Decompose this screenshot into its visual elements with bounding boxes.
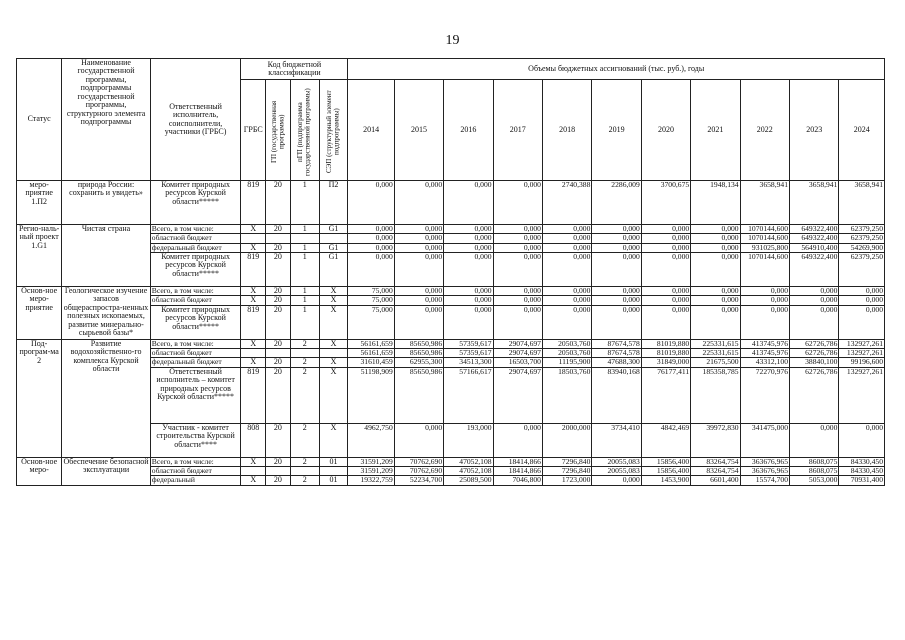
code-grbs-cell: X — [241, 286, 266, 295]
col-executor-header: Ответственный исполнитель, соисполнители, участники (ГРБС) — [150, 59, 241, 181]
executor-cell: областной бюджет — [150, 349, 241, 358]
value-cell: 0,000 — [348, 225, 394, 234]
code-gp-cell: 20 — [266, 423, 291, 457]
value-cell: 3700,675 — [641, 181, 690, 225]
value-cell: 7296,840 — [542, 467, 591, 476]
value-cell: 0,000 — [444, 252, 493, 286]
value-cell: 57166,617 — [444, 367, 493, 423]
value-cell: 62379,250 — [839, 234, 885, 243]
budget-table — [16, 58, 885, 486]
value-cell: 0,000 — [394, 252, 443, 286]
value-cell: 0,000 — [542, 252, 591, 286]
year-header: 2014 — [348, 80, 394, 181]
table-row — [17, 339, 885, 348]
code-grbs-cell — [241, 234, 266, 243]
value-cell: 29074,697 — [493, 349, 542, 358]
value-cell: 0,000 — [740, 305, 789, 339]
year-header: 2023 — [790, 80, 839, 181]
value-cell: 75,000 — [348, 296, 394, 305]
value-cell: 20055,083 — [592, 467, 641, 476]
value-cell: 0,000 — [394, 305, 443, 339]
value-cell: 0,000 — [839, 296, 885, 305]
value-cell: 47688,300 — [592, 358, 641, 367]
year-header: 2016 — [444, 80, 493, 181]
code-pgp-cell: 2 — [290, 339, 319, 348]
value-cell: 0,000 — [493, 234, 542, 243]
value-cell: 39972,830 — [691, 423, 740, 457]
value-cell: 4962,750 — [348, 423, 394, 457]
value-cell: 29074,697 — [493, 339, 542, 348]
value-cell: 0,000 — [493, 181, 542, 225]
value-cell: 225331,615 — [691, 339, 740, 348]
value-cell: 0,000 — [542, 243, 591, 252]
code-gp-cell: 20 — [266, 252, 291, 286]
value-cell: 85650,986 — [394, 349, 443, 358]
value-cell: 34513,300 — [444, 358, 493, 367]
code-pgp-cell: 1 — [290, 225, 319, 234]
value-cell: 0,000 — [592, 243, 641, 252]
value-cell: 62726,786 — [790, 349, 839, 358]
value-cell: 85650,986 — [394, 367, 443, 423]
code-pgp-cell — [290, 467, 319, 476]
value-cell: 0,000 — [394, 181, 443, 225]
value-cell: 0,000 — [444, 243, 493, 252]
code-pgp-cell: 2 — [290, 423, 319, 457]
value-cell: 87674,578 — [592, 349, 641, 358]
value-cell: 1948,134 — [691, 181, 740, 225]
value-cell: 85650,986 — [394, 339, 443, 348]
value-cell: 0,000 — [641, 225, 690, 234]
value-cell: 56161,659 — [348, 339, 394, 348]
value-cell: 0,000 — [493, 225, 542, 234]
value-cell: 0,000 — [641, 296, 690, 305]
col-name-header: Наименование государственной программы, подпрограммы государственной программы, структурного элемента подпрограммы — [62, 59, 151, 181]
name-cell: Развитие водохозяйственно-го комплекса Курской области — [62, 339, 151, 457]
year-header: 2018 — [542, 80, 591, 181]
value-cell: 29074,697 — [493, 367, 542, 423]
value-cell: 0,000 — [641, 243, 690, 252]
value-cell: 0,000 — [348, 234, 394, 243]
col-pgp-header: пГП (подпрограмма государственной программы) — [290, 80, 319, 181]
value-cell: 0,000 — [592, 225, 641, 234]
code-se-cell — [319, 467, 348, 476]
value-cell: 0,000 — [493, 296, 542, 305]
value-cell: 0,000 — [348, 252, 394, 286]
code-gp-cell: 20 — [266, 286, 291, 295]
code-se-cell: X — [319, 423, 348, 457]
value-cell: 0,000 — [348, 181, 394, 225]
code-pgp-cell: 2 — [290, 367, 319, 423]
code-se-cell: X — [319, 305, 348, 339]
value-cell: 0,000 — [444, 305, 493, 339]
executor-cell: Всего, в том числе: — [150, 225, 241, 234]
code-grbs-cell: X — [241, 225, 266, 234]
code-pgp-cell: 2 — [290, 358, 319, 367]
code-grbs-cell: 819 — [241, 305, 266, 339]
value-cell: 99196,600 — [839, 358, 885, 367]
value-cell: 43312,100 — [740, 358, 789, 367]
value-cell: 8608,075 — [790, 467, 839, 476]
value-cell: 84330,450 — [839, 457, 885, 466]
executor-cell: Комитет природных ресурсов Курской области***** — [150, 252, 241, 286]
value-cell: 31591,209 — [348, 467, 394, 476]
code-grbs-cell — [241, 467, 266, 476]
value-cell: 2286,009 — [592, 181, 641, 225]
value-cell: 0,000 — [592, 305, 641, 339]
code-gp-cell: 20 — [266, 358, 291, 367]
code-grbs-cell: X — [241, 339, 266, 348]
value-cell: 47052,108 — [444, 467, 493, 476]
value-cell: 0,000 — [691, 252, 740, 286]
value-cell: 3658,941 — [740, 181, 789, 225]
code-se-cell: X — [319, 339, 348, 348]
code-gp-cell — [266, 467, 291, 476]
value-cell: 0,000 — [444, 234, 493, 243]
code-pgp-cell: 2 — [290, 457, 319, 466]
value-cell: 0,000 — [493, 243, 542, 252]
code-grbs-cell: 819 — [241, 181, 266, 225]
col-gp-header: ГП (государственная программа) — [266, 80, 291, 181]
value-cell: 413745,976 — [740, 339, 789, 348]
code-se-cell: X — [319, 358, 348, 367]
value-cell: 0,000 — [641, 234, 690, 243]
value-cell: 15574,700 — [740, 476, 789, 485]
code-se-cell: X — [319, 367, 348, 423]
value-cell: 0,000 — [493, 286, 542, 295]
executor-cell: Всего, в том числе: — [150, 457, 241, 466]
value-cell: 15856,400 — [641, 467, 690, 476]
bk-group-header: Код бюджетной классификации — [241, 59, 348, 80]
code-gp-cell: 20 — [266, 476, 291, 485]
value-cell: 20503,760 — [542, 339, 591, 348]
name-cell: Чистая страна — [62, 225, 151, 287]
value-cell: 62726,786 — [790, 367, 839, 423]
code-se-cell: 01 — [319, 476, 348, 485]
table-row — [17, 286, 885, 295]
name-cell: Геологическое изучение запасов общераспростра-ненных полезных ископаемых, развитие минерально-сырьевой базы* — [62, 286, 151, 339]
code-pgp-cell: 1 — [290, 243, 319, 252]
value-cell: 931025,800 — [740, 243, 789, 252]
code-se-cell — [319, 349, 348, 358]
value-cell: 132927,261 — [839, 339, 885, 348]
value-cell: 20503,760 — [542, 349, 591, 358]
col-status-header: Статус — [17, 59, 62, 181]
executor-cell: Всего, в том числе: — [150, 286, 241, 295]
name-cell: природа России: сохранить и увидеть» — [62, 181, 151, 225]
code-gp-cell: 20 — [266, 296, 291, 305]
value-cell: 0,000 — [444, 225, 493, 234]
header-row-top — [17, 59, 885, 80]
code-grbs-cell: X — [241, 296, 266, 305]
value-cell: 57359,617 — [444, 349, 493, 358]
code-gp-cell: 20 — [266, 457, 291, 466]
year-header: 2021 — [691, 80, 740, 181]
value-cell: 25089,500 — [444, 476, 493, 485]
col-grbs-header: ГРБС — [241, 80, 266, 181]
code-grbs-cell — [241, 349, 266, 358]
value-cell: 81019,880 — [641, 339, 690, 348]
code-se-cell — [319, 234, 348, 243]
value-cell: 0,000 — [542, 286, 591, 295]
value-cell: 51198,909 — [348, 367, 394, 423]
value-cell: 18414,866 — [493, 467, 542, 476]
code-se-cell: G1 — [319, 252, 348, 286]
value-cell: 83264,754 — [691, 457, 740, 466]
value-cell: 0,000 — [444, 286, 493, 295]
table-row — [17, 457, 885, 466]
value-cell: 649322,400 — [790, 252, 839, 286]
executor-cell: Всего, в том числе: — [150, 339, 241, 348]
value-cell: 87674,578 — [592, 339, 641, 348]
value-cell: 75,000 — [348, 286, 394, 295]
table-body — [17, 181, 885, 486]
value-cell: 7296,840 — [542, 457, 591, 466]
value-cell: 3734,410 — [592, 423, 641, 457]
code-gp-cell — [266, 234, 291, 243]
code-se-cell: 01 — [319, 457, 348, 466]
value-cell: 62955,300 — [394, 358, 443, 367]
value-cell: 1723,000 — [542, 476, 591, 485]
code-pgp-cell — [290, 234, 319, 243]
value-cell: 70762,690 — [394, 467, 443, 476]
value-cell: 0,000 — [493, 252, 542, 286]
value-cell: 0,000 — [691, 305, 740, 339]
code-gp-cell: 20 — [266, 181, 291, 225]
value-cell: 0,000 — [592, 234, 641, 243]
value-cell: 83940,168 — [592, 367, 641, 423]
code-grbs-cell: X — [241, 358, 266, 367]
executor-cell: Участник - комитет строительства Курской области**** — [150, 423, 241, 457]
code-gp-cell: 20 — [266, 305, 291, 339]
value-cell: 0,000 — [394, 296, 443, 305]
value-cell: 0,000 — [839, 286, 885, 295]
value-cell: 7046,800 — [493, 476, 542, 485]
code-se-cell: X — [319, 296, 348, 305]
value-cell: 363676,965 — [740, 467, 789, 476]
value-cell: 54269,900 — [839, 243, 885, 252]
value-cell: 341475,000 — [740, 423, 789, 457]
value-cell: 20055,083 — [592, 457, 641, 466]
value-cell: 4842,469 — [641, 423, 690, 457]
value-cell: 0,000 — [592, 252, 641, 286]
value-cell: 38840,100 — [790, 358, 839, 367]
value-cell: 2740,388 — [542, 181, 591, 225]
value-cell: 0,000 — [691, 243, 740, 252]
value-cell: 3658,941 — [790, 181, 839, 225]
page-number: 19 — [445, 33, 460, 48]
executor-cell: федеральный — [150, 476, 241, 485]
code-gp-cell — [266, 349, 291, 358]
code-pgp-cell: 1 — [290, 296, 319, 305]
value-cell: 225331,615 — [691, 349, 740, 358]
code-se-cell: G1 — [319, 225, 348, 234]
year-header: 2022 — [740, 80, 789, 181]
status-cell: Регио-наль-ный проект 1.G1 — [17, 225, 62, 287]
code-grbs-cell: X — [241, 243, 266, 252]
value-cell: 0,000 — [592, 296, 641, 305]
value-cell: 0,000 — [740, 296, 789, 305]
value-cell: 0,000 — [691, 286, 740, 295]
value-cell: 31591,209 — [348, 457, 394, 466]
value-cell: 0,000 — [790, 286, 839, 295]
value-cell: 57359,617 — [444, 339, 493, 348]
value-cell: 0,000 — [542, 225, 591, 234]
value-cell: 0,000 — [592, 476, 641, 485]
value-cell: 2000,000 — [542, 423, 591, 457]
table-header — [17, 59, 885, 181]
value-cell: 0,000 — [691, 296, 740, 305]
status-cell: меро-приятие 1.П2 — [17, 181, 62, 225]
value-cell: 0,000 — [542, 234, 591, 243]
value-cell: 56161,659 — [348, 349, 394, 358]
value-cell: 16503,700 — [493, 358, 542, 367]
value-cell: 84330,450 — [839, 467, 885, 476]
value-cell: 0,000 — [542, 296, 591, 305]
value-cell: 72270,976 — [740, 367, 789, 423]
code-grbs-cell: X — [241, 476, 266, 485]
year-header: 2024 — [839, 80, 885, 181]
code-gp-cell: 20 — [266, 225, 291, 234]
table-row — [17, 225, 885, 234]
table-row — [17, 181, 885, 225]
value-cell: 8608,075 — [790, 457, 839, 466]
value-cell: 0,000 — [790, 296, 839, 305]
volumes-group-header: Объемы бюджетных ассигнований (тыс. руб.), годы — [348, 59, 885, 80]
code-se-cell: П2 — [319, 181, 348, 225]
executor-cell: Комитет природных ресурсов Курской области***** — [150, 305, 241, 339]
value-cell: 0,000 — [740, 286, 789, 295]
executor-cell: областной бюджет — [150, 296, 241, 305]
value-cell: 1070144,600 — [740, 252, 789, 286]
col-se-header: СЭП (структурный элемент подпрограммы) — [319, 80, 348, 181]
value-cell: 5053,000 — [790, 476, 839, 485]
value-cell: 70762,690 — [394, 457, 443, 466]
status-cell: Основ-ное меро-приятие — [17, 286, 62, 339]
value-cell: 1453,900 — [641, 476, 690, 485]
value-cell: 564910,400 — [790, 243, 839, 252]
value-cell: 0,000 — [394, 234, 443, 243]
value-cell: 31849,000 — [641, 358, 690, 367]
value-cell: 0,000 — [394, 286, 443, 295]
value-cell: 52234,700 — [394, 476, 443, 485]
value-cell: 81019,880 — [641, 349, 690, 358]
executor-cell: Ответственный исполнитель – комитет природных ресурсов Курской области***** — [150, 367, 241, 423]
value-cell: 413745,976 — [740, 349, 789, 358]
code-grbs-cell: X — [241, 457, 266, 466]
value-cell: 0,000 — [839, 305, 885, 339]
value-cell: 0,000 — [394, 243, 443, 252]
code-pgp-cell: 1 — [290, 252, 319, 286]
status-cell: Под-програм-ма 2 — [17, 339, 62, 457]
value-cell: 0,000 — [444, 296, 493, 305]
value-cell: 0,000 — [839, 423, 885, 457]
value-cell: 0,000 — [542, 305, 591, 339]
code-gp-cell: 20 — [266, 339, 291, 348]
value-cell: 21675,500 — [691, 358, 740, 367]
code-se-cell: X — [319, 286, 348, 295]
value-cell: 18503,760 — [542, 367, 591, 423]
value-cell: 0,000 — [691, 225, 740, 234]
value-cell: 0,000 — [641, 305, 690, 339]
value-cell: 18414,866 — [493, 457, 542, 466]
code-grbs-cell: 819 — [241, 252, 266, 286]
value-cell: 19322,759 — [348, 476, 394, 485]
value-cell: 0,000 — [641, 286, 690, 295]
executor-cell: Комитет природных ресурсов Курской области***** — [150, 181, 241, 225]
value-cell: 70931,400 — [839, 476, 885, 485]
value-cell: 132927,261 — [839, 367, 885, 423]
value-cell: 132927,261 — [839, 349, 885, 358]
value-cell: 0,000 — [394, 423, 443, 457]
value-cell: 83264,754 — [691, 467, 740, 476]
value-cell: 62726,786 — [790, 339, 839, 348]
value-cell: 1070144,600 — [740, 225, 789, 234]
status-cell: Основ-ное меро- — [17, 457, 62, 485]
code-pgp-cell: 2 — [290, 476, 319, 485]
value-cell: 76177,411 — [641, 367, 690, 423]
value-cell: 0,000 — [348, 243, 394, 252]
year-header: 2020 — [641, 80, 690, 181]
value-cell: 649322,400 — [790, 225, 839, 234]
value-cell: 0,000 — [493, 305, 542, 339]
code-gp-cell: 20 — [266, 367, 291, 423]
code-gp-cell: 20 — [266, 243, 291, 252]
value-cell: 0,000 — [790, 305, 839, 339]
value-cell: 47052,108 — [444, 457, 493, 466]
value-cell: 193,000 — [444, 423, 493, 457]
value-cell: 185358,785 — [691, 367, 740, 423]
value-cell: 649322,400 — [790, 234, 839, 243]
code-pgp-cell: 1 — [290, 181, 319, 225]
value-cell: 75,000 — [348, 305, 394, 339]
code-pgp-cell — [290, 349, 319, 358]
value-cell: 0,000 — [592, 286, 641, 295]
name-cell: Обеспечение безопасной эксплуатации — [62, 457, 151, 485]
value-cell: 0,000 — [493, 423, 542, 457]
value-cell: 3658,941 — [839, 181, 885, 225]
value-cell: 6601,400 — [691, 476, 740, 485]
code-grbs-cell: 808 — [241, 423, 266, 457]
value-cell: 11195,900 — [542, 358, 591, 367]
value-cell: 0,000 — [394, 225, 443, 234]
code-se-cell: G1 — [319, 243, 348, 252]
year-header: 2015 — [394, 80, 443, 181]
code-grbs-cell: 819 — [241, 367, 266, 423]
executor-cell: областной бюджет — [150, 467, 241, 476]
year-header: 2019 — [592, 80, 641, 181]
value-cell: 0,000 — [641, 252, 690, 286]
executor-cell: федеральный бюджет — [150, 358, 241, 367]
value-cell: 62379,250 — [839, 252, 885, 286]
executor-cell: федеральный бюджет — [150, 243, 241, 252]
value-cell: 1070144,600 — [740, 234, 789, 243]
code-pgp-cell: 1 — [290, 286, 319, 295]
executor-cell: областной бюджет — [150, 234, 241, 243]
value-cell: 0,000 — [790, 423, 839, 457]
value-cell: 363676,965 — [740, 457, 789, 466]
value-cell: 0,000 — [444, 181, 493, 225]
value-cell: 31610,459 — [348, 358, 394, 367]
code-pgp-cell: 1 — [290, 305, 319, 339]
value-cell: 0,000 — [691, 234, 740, 243]
value-cell: 15856,400 — [641, 457, 690, 466]
value-cell: 62379,250 — [839, 225, 885, 234]
year-header: 2017 — [493, 80, 542, 181]
